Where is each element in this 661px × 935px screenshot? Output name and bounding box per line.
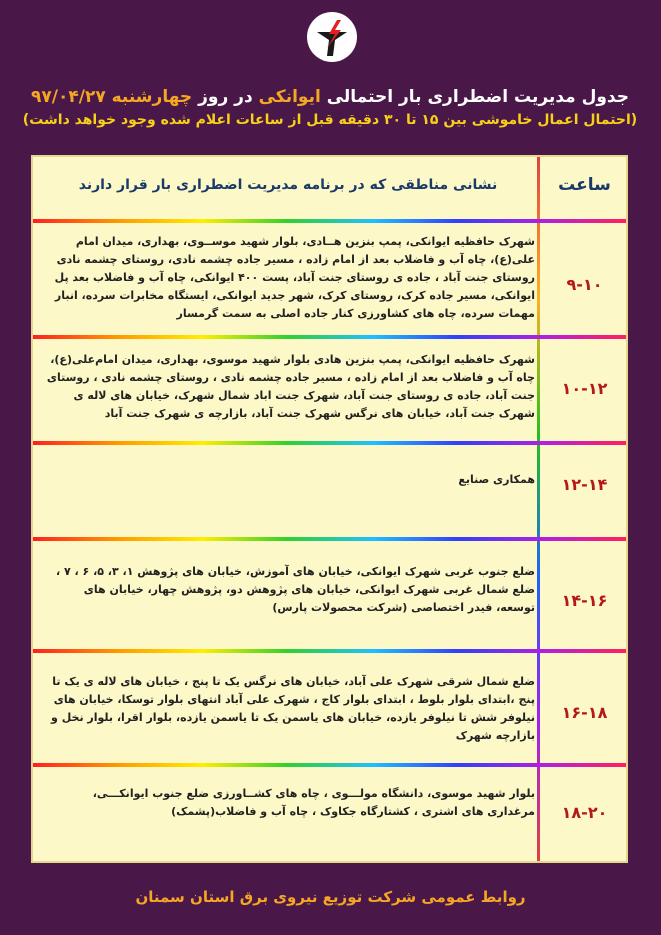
page-subtitle: (احتمال اعمال خاموشی بین ۱۵ تا ۳۰ دقیقه قبل از ساعات اعلام شده وجود خواهد داشت) (22, 112, 638, 128)
row-1-areas: شهرک حافظیه ایوانکی، پمپ بنزین هــادی، بلوار شهید موســوی، بهداری، میدان امام علی(ع)، چاه آب و فاضلاب بعد از امام زاده ، مسیر جاده چشمه نادی، روستای چشمه نادی روستای جنت آباد ، جاده ی روستای جنت آباد، پست ۴۰۰ ایوانکی، چاه آب و فاضلاب بعد پل ایوانکی، مسیر جاده کرک، روستای کرک، شهر جدید ایوانکی، ایستگاه مخابرات سرده، انبار مهمات سرده، چاه های کشاورزی کنار جاده اصلی به سمت گرمسار (54, 235, 535, 320)
row-4-areas: ضلع جنوب غربی شهرک ایوانکی، خیابان های آموزش، خیابان های پژوهش ۱، ۳، ۵، ۶ ، ۷ ، ضلع شمال غربی شهرک ایوانکی، خیابان های پژوهش دو، پژوهش چهار، خیابان های توسعه، فیدر اختصاصی (شرکت محصولات پارس) (55, 565, 535, 614)
row-4-time: ۱۴-۱۶ (561, 591, 608, 610)
row-1-time: ۹-۱۰ (566, 275, 603, 294)
row-divider (33, 763, 626, 767)
header-hours: ساعت (558, 175, 611, 195)
row-divider (33, 335, 626, 339)
title-part-2: در روز (198, 87, 253, 107)
row-2-areas: شهرک حافظیه ایوانکی، پمپ بنزین هادی بلوار شهید موسوی، بهداری، میدان امام‌علی(ع)، چاه آب و فاضلاب بعد از امام زاده ، مسیر جاده چشمه نادی ، روستای چشمه نادی ، روستای جنت آباد، جاده ی روستای جنت آباد، شهرک جنت اباد شمال شهرک، خیابان های لاله ی شهرک جنت آباد، خیابان های نرگس شهرک جنت آباد، بازارچه ی شهرک جنت آباد (46, 353, 535, 420)
row-divider (33, 219, 626, 223)
column-divider (537, 157, 540, 861)
title-part-1: جدول مدیریت اضطراری بار احتمالی (326, 87, 629, 107)
row-5-time: ۱۶-۱۸ (561, 703, 608, 722)
header-areas: نشانی مناطقی که در برنامه مدیریت اضطراری بار قرار دارند (78, 177, 498, 193)
row-divider (33, 441, 626, 445)
row-5-areas: ضلع شمال شرقی شهرک علی آباد، خیابان های نرگس یک تا پنج ، خیابان های لاله ی یک تا پنج ،ابتدای بلوار بلوط ، ابتدای بلوار کاج ، شهرک علی آباد انتهای بلوار توسکا، خیابان های نیلوفر شش تا نیلوفر یازده، خیابان های یاسمن یک تا یاسمن یازده، بلوار اقرا، بلوار نخل و بازارچه شهرک (51, 675, 535, 742)
title-highlight-date: چهارشنبه ۹۷/۰۴/۲۷ (31, 87, 193, 107)
row-6-areas: بلوار شهید موسوی، دانشگاه مولـــوی ، چاه های کشــاورزی ضلع جنوب ایوانکـــی، مرغداری های اشتری ، کشتارگاه جکاوک ، چاه آب و فاضلاب(پشمک) (92, 787, 535, 818)
row-3-time: ۱۲-۱۴ (561, 475, 608, 494)
row-2-time: ۱۰-۱۲ (561, 379, 608, 398)
row-3-areas: همکاری صنایع (458, 473, 535, 486)
page-title (30, 86, 630, 108)
footer-credit: روابط عمومی شرکت توزیع نیروی برق استان سمنان (135, 888, 526, 906)
company-logo-icon (307, 12, 357, 62)
row-6-time: ۱۸-۲۰ (561, 803, 608, 822)
title-highlight-city: ایوانکی (258, 87, 321, 107)
row-divider (33, 649, 626, 653)
row-divider (33, 537, 626, 541)
schedule-table (31, 155, 628, 863)
